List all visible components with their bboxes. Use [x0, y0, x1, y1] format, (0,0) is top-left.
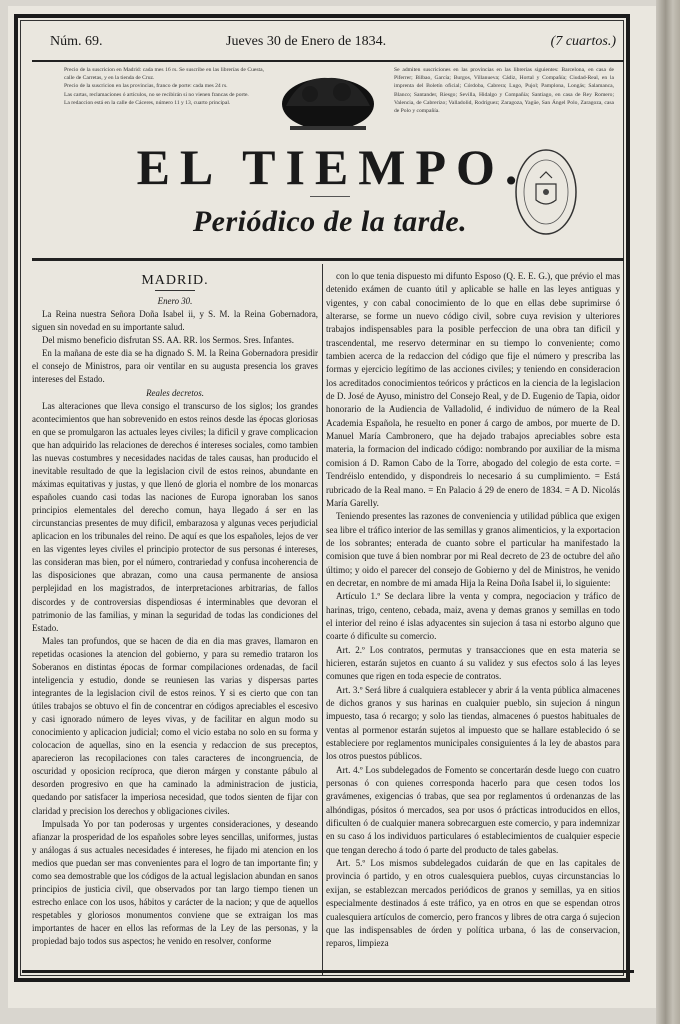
notice-paragraph: Precio de la suscricion en Madrid: cada mes 16 rs. Se suscribe en las librerías de Cuesta, calle de Carretas, y en la tienda de Cruz.: [64, 67, 264, 82]
left-column: [32, 270, 318, 970]
masthead-emblem-icon: [280, 66, 376, 138]
article-paragraph: Art. 5.º Los mismos subdelegados cuidarán de que en las capitales de provincia ó partido, y en otros cualesquiera pueblos, cuyas circunstancias lo exijan, se establezcan mercados periódicos de granos y semillas, ya en sitios especialmente destinados á este tráfico, ya en otros en que se espendan otros cualesquiera artículos de comercio, pero francos y libres de otra carga ó sujecion que las indispensables de órden y política urbana, ó las de conservacion, reparos, limpieza: [326, 858, 620, 949]
article-paragraph: Teniendo presentes las razones de conveniencia y utilidad pública que exigen sea libre el tráfico interior de las semillas y granos alimenticios, y la exportacion de los sobrantes; enterada de cuanto sobre el particular ha manifestado la comision que tuve á bien nombrar por mi Real decreto de 23 de octubre del año último; y oido el parecer del consejo de Gobierno y del de Ministros, he venido en decretar, en nombre de mi amada Hija la Reina Doña Isabel ii, lo siguiente:: [326, 511, 620, 588]
article-paragraph: Artículo 1.º Se declara libre la venta y compra, negociacion y tráfico de harinas, trigo, centeno, cebada, maiz, avena y demas granos y semillas en todo el interior del reino é islas adyacentes sin sujecion á tasa ni estorbo alguno que coarte ó dificulte su comercio.: [326, 591, 620, 642]
article-paragraph: Males tan profundos, que se hacen de dia en dia mas graves, llamaron en repetidas ocasiones la atencion del gobierno, y para su remedio trataron los Soberanos en distintas épocas de formar compilaciones ordenadas, de facil inteligencia y estudio, donde se reuniesen las varias y dispersas partes integrantes de la legislacion civil de estos reinos. Y si es cierto que con tan útiles trabajos se obtuvo el fin de concentrar en códigos apreciables el escesivo y casi ignorado número de leyes vivas, y de facilitar en algun modo su conocimiento y aplicacion judicial; como el vicio estaba no solo en su forma y colocacion de aquellas, sino en la esencia y redaccion de sus preceptos, aparecieron las recopilaciones con tales caracteres de incongruencia, de oscuridad y oposicion recíproca, que dieron márgen y constante pábulo al desorden progresivo en que ha caminado la administracion de justicia, quedando por satisfacer la imperiosa necesidad, que todos sienten de fijar con claridad y precision los derechos y obligaciones civiles.: [32, 635, 318, 816]
notice-paragraph: Precio de la suscricion en las provincias, franco de porte: cada mes 24 rs.: [64, 83, 228, 90]
article-paragraph: con lo que tenia dispuesto mi difunto Esposo (Q. E. E. G.), que prévio el mas detenido exámen de cuanto útil y aplicable se halle en las leyes antiguas y vigentes, y con cabal conocimiento de lo que en ellas debe suprimirse ó alterarse, se forme un nuevo código civil, sobre cuya revision y ulteriores trabajos indispensables para la posible perfeccion de una obra tan dificil y trascendental, me reservo determinar en su tiempo lo conveniente; como tambien acerca de la redaccion del código que fije el número y prescriba las formas y ejercicio legítimo de las acciones civiles; y teniendo en consideracion los acreditados conocimientos teóricos y prácticos en la ciencia de la legislacion de D. José de Ayuso, ministro del Consejo Real, y de D. Eugenio de Tapia, oidor honorario de la Audiencia de Valladolid, é individuo de número de la Real Academia Española, he resuelto en poner á cargo de ambos, por muerte de D. Manuel María Cambronero, que ha dejado trabajos apreciables sobre esta materia, la formacion del indicado código: nombrando por auxiliar de la misma comision á D. Ramon Cabo de la Torre, abogado del colegio de esta corte. = Tendréislo entendido, y dispondreis lo necesario á su cumplimiento. = Está rubricado de la Real mano. = En Palacio á 29 de enero de 1834. = A D. Nicolás María Garelly.: [326, 271, 620, 508]
dateline: Reales decretos.: [146, 387, 204, 398]
article-paragraph: Del mismo beneficio disfrutan SS. AA. RR. los Sermos. Sres. Infantes.: [42, 335, 294, 346]
article-paragraph: Impulsada Yo por tan poderosas y urgentes consideraciones, y deseando afianzar la prosperidad de los españoles sobre leyes sencillas, uniformes, justas y análogas á sus actuales necesidades é intereses, he fijado mi atencion en los medios que puedan ser mas convenientes para el logro de tan importante fin; y como sea demostrable que los códigos de la actual legislacion abundan en sanos principios de justicia civil, que observados por tan largo tiempo tienen un estrecho enlace con los usos, hábitos y carácter de la nacion; y que de aquellos respetables y gloriosos monumentos conviene que se extraigan los mas importantes de hacer en ellos las reformas de la Ley de las personas, y la propiedad bajo todos sus aspectos; he venido en resolver, conforme: [32, 818, 318, 947]
bottom-rule: [22, 970, 634, 973]
notice-paragraph: Las cartas, reclamaciones ó artículos, no se recibirán si no vienen francas de porte.: [64, 91, 249, 98]
binding-spine: [656, 0, 680, 1024]
article-paragraph: Art. 2.º Los contratos, permutas y transacciones que en esta materia se hicieren, estarán sujetos en cuanto á su validez y sus efectos solo á las leyes comunes que rigen en toda especie de contratos.: [326, 644, 620, 682]
issue-date: Jueves 30 de Enero de 1834.: [226, 34, 387, 49]
notice-paragraph: Se admiten suscriciones en las provincias en las librerías siguientes: Barcelona, en casa de Piferrer; Bilbao, García; Burgos, Villanueva; Cádiz, Hortal y Compañía; Ciudad-Real, en la imprenta del Boletín oficial; Córdoba, Cabrera; Lugo, Pujol; Pamplona, Longás; Salamanca, Blanco; Santander, Riesgo; Sevilla, Hidalgo y Compañía; Santiago, en casa de Rey Romero; Valencia, de Cabrerizo; Valladolid, Rodríguez; Zaragoza, Yagüe, San Ángel Polo, Zaragoza, casa de Polo y compañía.: [394, 67, 614, 115]
masthead-ornament: [310, 196, 350, 199]
library-stamp-icon: [514, 148, 578, 236]
header-rule: [32, 60, 624, 62]
right-column: [326, 270, 620, 970]
article-paragraph: Art. 3.º Será libre á cualquiera establecer y abrir á la venta pública almacenes de dichos granos y sus harinas en cualquier pueblo, sin sujecion á ningun impuesto, tasa ó recargo; y solo las tiendas, almacenes ó puestos habituales de ventas al pormenor estarán sujetos al impuesto que se hallare establecido ó se estableciere por reglamentos municipales consiguientes á la ley de abastos para los otros puestos públicos.: [326, 684, 620, 762]
article-paragraph: Las alteraciones que lleva consigo el transcurso de los siglos; los grandes acontecimientos que han sobrevenido en estos reinos desde las épocas gloriosas en que se promulgaron las actuales leyes civiles; la dificil y grave complicacion que han adquirido las relaciones de derechos é intereses sociales, como tambien las nuevas costumbres y necesidades nacidas de tales causas, han producido el inevitable resultado de que la legislacion civil de estos reinos, abundante en máximas equitativas y justas, y que llenó de gloria el nombre de los monarcas españoles cuando casi todas las naciones de Europa ignoraban los sanos principios elementales del derecho comun, haya llegado á ser en las circunstancias presentes de muy dificil, embarazosa y algunas veces perjudicial aplicacion en los tribunales del reino. De aquí es que los españoles, lejos de ver en las vigentes leyes civiles el principio protector de sus personas é intereses, las consideran mas bien, por el número, contrariedad y confusa incoherencia de las disposiciones que abrazan, como una causa permanente de ansiosa perplejidad en los magistrados, de interpretaciones arbitrarias, de fallos discordes y de controversias dispendiosas é interminables que devoran el patrimonio de las familias, y minan la seguridad de todas las condiciones del Estado.: [32, 400, 318, 633]
issue-number: Núm. 69.: [50, 34, 103, 49]
subscription-notice-left: [64, 66, 264, 107]
section-heading: MADRID.: [141, 273, 209, 288]
article-paragraph: En la mañana de este dia se ha dignado S. M. la Reina Gobernadora presidir el consejo de Ministros, para oir ventilar en su augusta presencia los graves intereses del Estado.: [32, 348, 318, 385]
issue-price: (7 cuartos.): [550, 34, 616, 49]
article-paragraph: La Reina nuestra Señora Doña Isabel ii, y S. M. la Reina Gobernadora, siguen sin novedad en su importante salud.: [32, 309, 318, 333]
heading-rule: [155, 290, 195, 291]
masthead-bottom-rule: [32, 258, 624, 261]
article-paragraph: Art. 4.º Los subdelegados de Fomento se concertarán desde luego con cuatro personas ó con quienes corresponda hacerlo para que cesen todos los gravámenes, exigencias ó trabas, que sea por reglamentos ú ordenanzas de las alhóndigas, pósitos ó mercados, sea por usos ó prácticas introducidos en ellos, dificulten ó de cualquier manera sobrecarguen este comercio, y para indemnizar en su caso á los individuos particulares ó establecimientos de cualquier especie que tengan derecho á todo ó parte del producto de tales gabelas.: [326, 764, 620, 855]
masthead-subtitle: Periódico de la tarde.: [192, 205, 468, 238]
masthead-title: EL TIEMPO.: [136, 139, 528, 195]
issue-line: [36, 30, 624, 60]
dateline: Enero 30.: [157, 296, 193, 307]
notice-paragraph: La redaccion está en la calle de Cáceres, número 11 y 13, cuarto principal.: [64, 99, 231, 106]
subscription-notice-right: [394, 66, 614, 115]
column-divider: [322, 264, 323, 976]
